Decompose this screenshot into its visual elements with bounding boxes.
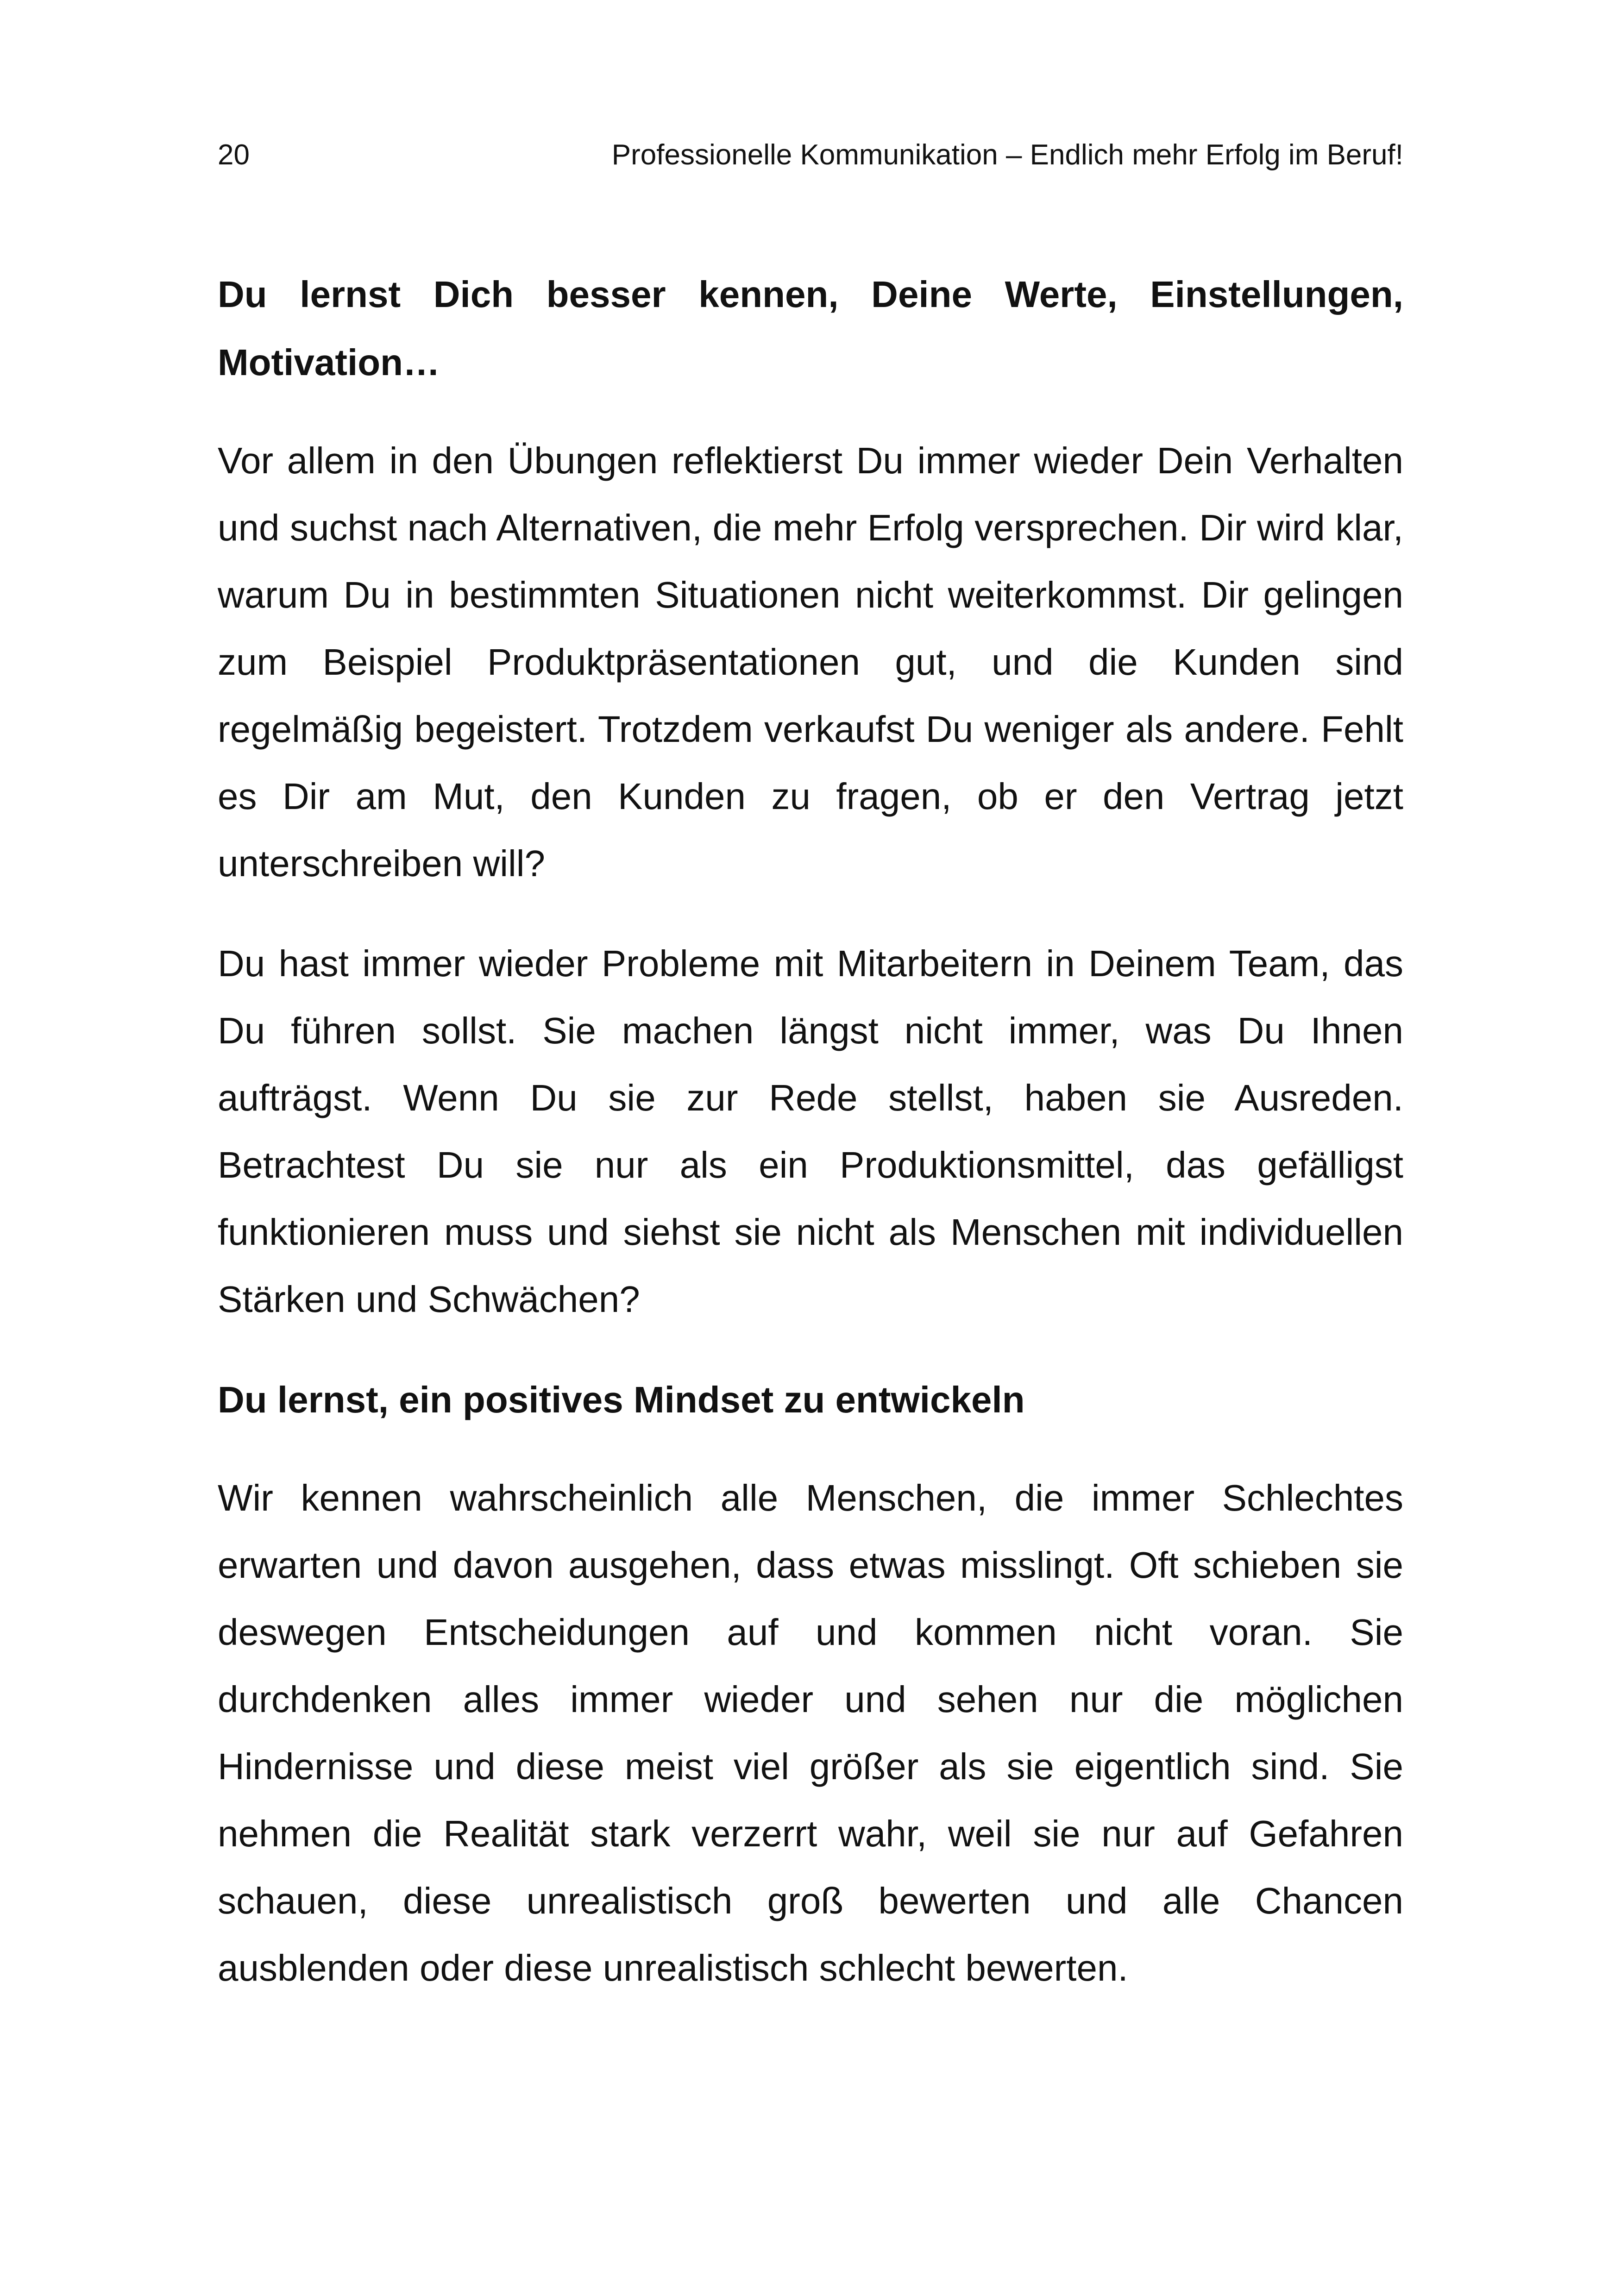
body-paragraph: Vor allem in den Übungen reflektierst Du immer wieder Dein Verhalten und suchst nach Alternativen, die mehr Erfolg versprechen. Dir wird klar, warum Du in bestimmten Situationen nicht weiterkommst. Dir gelingen zum Beispiel Produktpräsentationen gut, und die Kunden sind regelmäßig begeistert. Trotzdem verkaufst Du weniger als andere. Fehlt es Dir am Mut, den Kunden zu fragen, ob er den Vertrag jetzt unterschreiben will? (218, 440, 1403, 884)
page-content (218, 260, 1403, 2001)
section-heading: Du lernst Dich besser kennen, Deine Werte, Einstellungen, Motivation… (218, 274, 1403, 383)
book-title: Professionelle Kommunikation – Endlich mehr Erfolg im Beruf! (611, 139, 1403, 171)
body-paragraph: Du hast immer wieder Probleme mit Mitarbeitern in Deinem Team, das Du führen sollst. Sie machen längst nicht immer, was Du Ihnen aufträgst. Wenn Du sie zur Rede stellst, haben sie Ausreden. Betrachtest Du sie nur als ein Produktionsmittel, das gefälligst funktionieren muss und siehst sie nicht als Menschen mit individuellen Stärken und Schwächen? (218, 943, 1403, 1320)
running-header (218, 134, 1403, 176)
page-number: 20 (218, 139, 250, 171)
section-heading: Du lernst, ein positives Mindset zu entwickeln (218, 1379, 1025, 1420)
body-paragraph: Wir kennen wahrscheinlich alle Menschen, die immer Schlechtes erwarten und davon ausgehen, dass etwas misslingt. Oft schieben sie deswegen Entscheidungen auf und kommen nicht voran. Sie durchdenken alles immer wieder und sehen nur die möglichen Hindernisse und diese meist viel größer als sie eigentlich sind. Sie nehmen die Realität stark verzerrt wahr, weil sie nur auf Gefahren schauen, diese unrealistisch groß bewerten und alle Chancen ausblenden oder diese unrealistisch schlecht bewerten. (218, 1477, 1403, 1989)
